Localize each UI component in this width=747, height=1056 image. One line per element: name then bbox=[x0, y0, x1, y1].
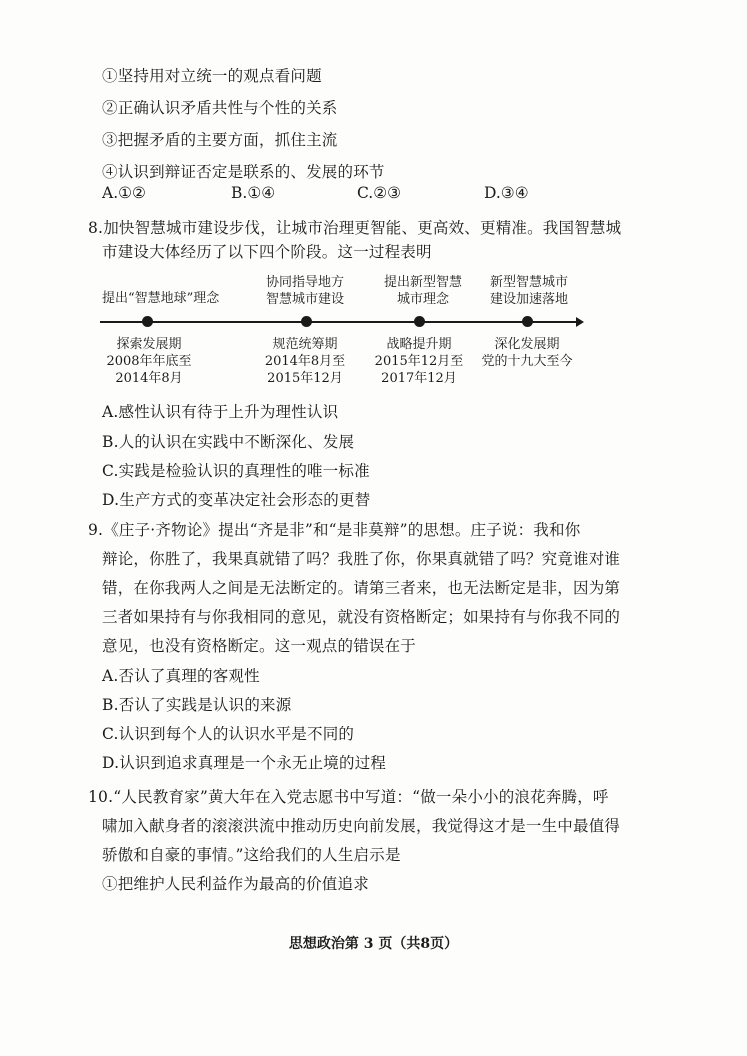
q9-stem-line-2: 辩论，你胜了，我果真就错了吗？我胜了你，你果真就错了吗？究竟谁对谁 bbox=[102, 550, 621, 568]
q8-stem-line-2: 市建设大体经历了以下四个阶段。这一过程表明 bbox=[102, 243, 432, 261]
q9-option-c: C.认识到每个人的认识水平是不同的 bbox=[102, 725, 355, 743]
q9-stem-line-1: 9.《庄子·齐物论》提出“齐是非”和“是非莫辩”的思想。庄子说：我和你 bbox=[88, 521, 581, 539]
option-1: ①坚持用对立统一的观点看问题 bbox=[102, 67, 322, 85]
q7-choice-c: C.②③ bbox=[357, 184, 402, 202]
timeline-bottom-label-4: 深化发展期 党的十九大至今 bbox=[481, 337, 573, 369]
timeline-axis bbox=[100, 321, 578, 323]
timeline-top-label-1: 提出“智慧地球”理念 bbox=[102, 291, 220, 306]
q9-stem-line-3: 错，在你我两人之间是无法断定的。请第三者来，也无法断定是非，因为第 bbox=[102, 579, 621, 597]
option-4: ④认识到辩证否定是联系的、发展的环节 bbox=[102, 163, 385, 181]
q8-stem-line-1: 8.加快智慧城市建设步伐，让城市治理更智能、更高效、更精准。我国智慧城 bbox=[88, 219, 622, 237]
q9-option-b: B.否认了实践是认识的来源 bbox=[102, 696, 292, 714]
q10-stem-line-2: 啸加入献身者的滚滚洪流中推动历史向前发展，我觉得这才是一生中最值得 bbox=[102, 817, 621, 835]
page-footer: 思想政治第 3 页（共8页） bbox=[288, 936, 459, 952]
option-2: ②正确认识矛盾共性与个性的关系 bbox=[102, 99, 338, 117]
q9-option-d: D.认识到追求真理是一个永无止境的过程 bbox=[102, 754, 387, 772]
option-3: ③把握矛盾的主要方面，抓住主流 bbox=[102, 131, 338, 149]
q7-choice-b: B.①④ bbox=[231, 184, 276, 202]
timeline-top-label-2: 协同指导地方 智慧城市建设 bbox=[265, 275, 344, 307]
q9-stem-line-4: 三者如果持有与你我相同的意见，就没有资格断定；如果持有与你我不同的 bbox=[102, 608, 621, 626]
q8-option-c: C.实践是检验认识的真理性的唯一标准 bbox=[102, 462, 370, 480]
q10-stem-line-3: 骄傲和自豪的事情。”这给我们的人生启示是 bbox=[102, 846, 401, 864]
timeline-top-label-4: 新型智慧城市 建设加速落地 bbox=[489, 275, 568, 307]
q10-stem-line-1: 10.“人民教育家”黄大年在入党志愿书中写道：“做一朵小小的浪花奔腾，呼 bbox=[88, 788, 609, 806]
q10-option-1: ①把维护人民利益作为最高的价值追求 bbox=[102, 875, 369, 893]
timeline-top-label-3: 提出新型智慧 城市理念 bbox=[383, 275, 462, 307]
q8-option-a: A.感性认识有待于上升为理性认识 bbox=[102, 403, 339, 421]
q9-stem-line-5: 意见，也没有资格断定。这一观点的错误在于 bbox=[102, 637, 417, 655]
timeline-bottom-label-2: 规范统筹期 2014年8月至 2015年12月 bbox=[264, 337, 346, 386]
q8-option-b: B.人的认识在实践中不断深化、发展 bbox=[102, 433, 355, 451]
timeline-dot-3 bbox=[414, 316, 425, 327]
q7-choice-d: D.③④ bbox=[484, 184, 529, 202]
timeline-dot-1 bbox=[142, 316, 153, 327]
q9-option-a: A.否认了真理的客观性 bbox=[102, 667, 260, 685]
q7-choice-a: A.①② bbox=[102, 184, 146, 202]
timeline-dot-2 bbox=[301, 316, 312, 327]
timeline-bottom-label-1: 探索发展期 2008年年底至 2014年8月 bbox=[106, 337, 192, 386]
timeline-dot-4 bbox=[522, 316, 533, 327]
q8-option-d: D.生产方式的变革决定社会形态的更替 bbox=[102, 491, 371, 509]
timeline-arrow bbox=[576, 317, 584, 327]
timeline-bottom-label-3: 战略提升期 2015年12月至 2017年12月 bbox=[374, 337, 464, 386]
